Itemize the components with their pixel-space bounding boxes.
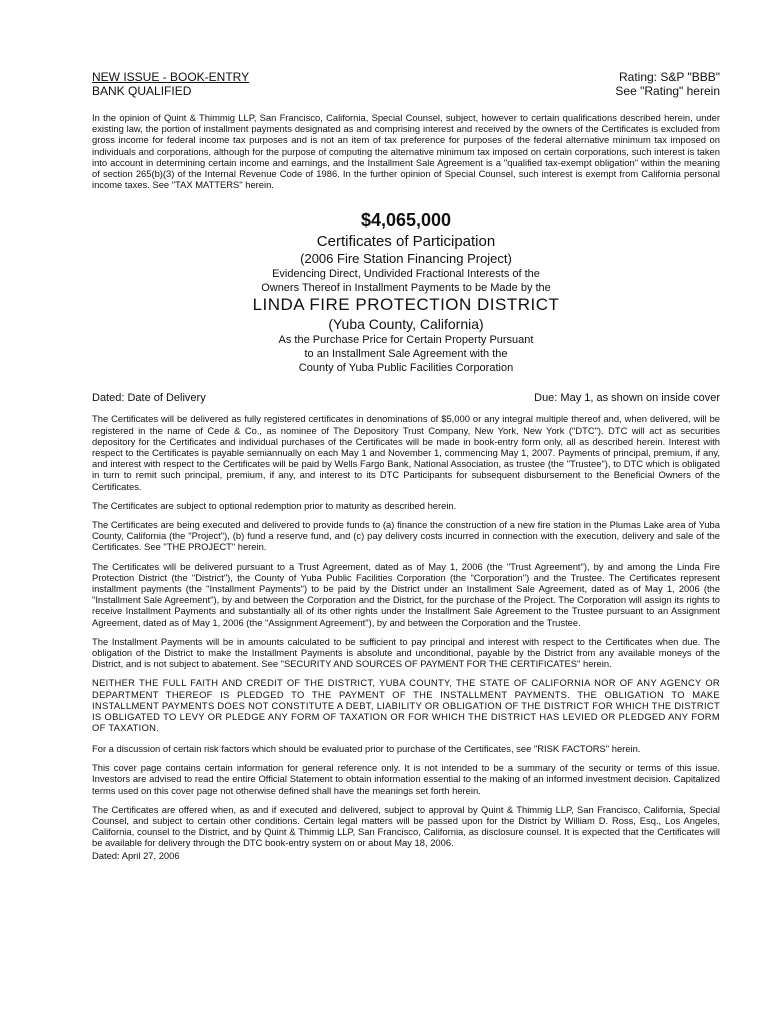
district-name: LINDA FIRE PROTECTION DISTRICT	[252, 295, 560, 315]
county-name: (Yuba County, California)	[328, 316, 484, 333]
header-row	[92, 70, 720, 98]
due-label: Due: May 1, as shown on inside cover	[534, 392, 720, 405]
purchase-line-1: As the Purchase Price for Certain Property Pursuant	[278, 334, 534, 347]
document-page	[92, 70, 720, 861]
evidencing-line-2: Owners Thereof in Installment Payments to be Made by the	[261, 282, 551, 295]
offering-paragraph: The Certificates are offered when, as and if executed and delivered, subject to approval by Quint & Thimmig LLP, San Francisco, California, Special Counsel, and subject to certain other conditions. Certain legal matters will be passed upon for the District by William D. Ross, Esq., Los Angeles, California, counsel to the District, and by Quint & Thimmig LLP, San Francisco, California, as disclosure counsel. It is expected that the Certificates will be available for delivery through the DTC book-entry system on or about May 18, 2006.	[92, 803, 720, 849]
installment-payments-paragraph: The Installment Payments will be in amounts calculated to be sufficient to pay principal and interest with respect to the Certificates when due. The obligation of the District to make the Installment Payments is absolute and unconditional, payable by the District from any available moneys of the District, and is not subject to abatement. See "SECURITY AND SOURCES OF PAYMENT FOR THE CERTIFICATES" herein.	[92, 635, 720, 670]
delivery-paragraph: The Certificates will be delivered as fully registered certificates in denominations of $5,000 or any integral multiple thereof and, when delivered, will be registered in the name of Cede & Co., as nominee of The Depository Trust Company, New York, New York ("DTC"). DTC will act as securities depository for the Certificates and individual purchases of the Certificates will be made in book-entry form only, all as described herein. Interest with respect to the Certificates is payable semiannually on each May 1 and November 1, commencing May 1, 2007. Payments of principal, premium, if any, and interest with respect to the Certificates will be paid by Wells Fargo Bank, National Association, as trustee (the "Trustee"), to DTC which is obligated in turn to remit such principal, premium, if any, and interest to its DTC Participants for subsequent disbursement to the Beneficial Owners of the Certificates.	[92, 413, 720, 492]
new-issue-label: NEW ISSUE - BOOK-ENTRY	[92, 70, 250, 84]
principal-amount: $4,065,000	[360, 210, 452, 231]
evidencing-line-1: Evidencing Direct, Undivided Fractional Interests of the	[272, 268, 540, 281]
redemption-paragraph: The Certificates are subject to optional redemption prior to maturity as described herein.	[92, 499, 457, 511]
limited-obligation-paragraph: NEITHER THE FULL FAITH AND CREDIT OF THE DISTRICT, YUBA COUNTY, THE STATE OF CALIFORNIA NOR OF ANY AGENCY OR DEPARTMENT THEREOF IS PLEDGED TO THE PAYMENT OF THE INSTALLMENT PAYMENTS. THE OBLIGATION TO MAKE INSTALLMENT PAYMENTS DOES NOT CONSTITUTE A DEBT, LIABILITY OR OBLIGATION OF THE DISTRICT FOR WHICH THE DISTRICT IS OBLIGATED TO LEVY OR PLEDGE ANY FORM OF TAXATION OR FOR WHICH THE DISTRICT HAS LEVIED OR PLEDGED ANY FORM OF TAXATION.	[92, 677, 720, 734]
issue-type	[92, 70, 249, 98]
trust-agreement-paragraph: The Certificates will be delivered pursuant to a Trust Agreement, dated as of May 1, 2006 (the "Trust Agreement"), by and among the Linda Fire Protection District (the "District"), the County of Yuba Public Facilities Corporation (the "Corporation") and the Trustee. The Certificates represent installment payments (the "Installment Payments") to be paid by the District under an Installment Sale Agreement, dated as of May 1, 2006 (the "Installment Sale Agreement"), by and between the Corporation and the District, for the purchase of the Project. The Corporation will assign its rights to receive Installment Payments and substantially all of its other rights under the Installment Sale Agreement to the Trustee pursuant to an Assignment Agreement, dated as of May 1, 2006 (the "Assignment Agreement"), by and between the Corporation and the Trustee.	[92, 560, 720, 628]
bank-qualified-label: BANK QUALIFIED	[92, 84, 192, 98]
document-date: Dated: April 27, 2006	[92, 849, 180, 861]
cover-page-paragraph: This cover page contains certain information for general reference only. It is not intended to be a summary of the security or terms of this issue. Investors are advised to read the entire Official Statement to obtain information essential to the making of an informed investment decision. Capitalized terms used on this cover page not otherwise defined shall have the meanings set forth herein.	[92, 762, 720, 796]
dated-label: Dated: Date of Delivery	[92, 392, 206, 405]
dated-due-row	[92, 391, 720, 405]
title-block	[92, 209, 720, 375]
purchase-line-3: County of Yuba Public Facilities Corporation	[298, 362, 514, 375]
risk-factors-paragraph: For a discussion of certain risk factors which should be evaluated prior to purchase of the Certificates, see "RISK FACTORS" herein.	[92, 742, 641, 754]
tax-opinion-paragraph: In the opinion of Quint & Thimmig LLP, San Francisco, California, Special Counsel, subject, however to certain qualifications described herein, under existing law, the portion of installment payments designated as and comprising interest and received by the owners of the Certificates is excluded from gross income for federal income tax purposes and is not an item of tax preference for purposes of the federal alternative minimum tax imposed on individuals and corporations, although for the purpose of computing the alternative minimum tax imposed on certain corporations, such interest is taken into account in determining certain income and earnings, and the Installment Sale Agreement is a "qualified tax-exempt obligation" within the meaning of section 265(b)(3) of the Internal Revenue Code of 1986. In the further opinion of Special Counsel, such interest is exempt from California personal income taxes. See "TAX MATTERS" herein.	[92, 112, 720, 191]
project-name: (2006 Fire Station Financing Project)	[300, 251, 512, 267]
purchase-line-2: to an Installment Sale Agreement with the	[304, 348, 508, 361]
rating-label: Rating: S&P "BBB"	[618, 70, 720, 84]
purpose-paragraph: The Certificates are being executed and delivered to provide funds to (a) finance the construction of a new fire station in the Plumas Lake area of Yuba County, California (the "Project"), (b) fund a reserve fund, and (c) pay delivery costs incurred in connection with the execution, delivery and sale of the Certificates. See "THE PROJECT" herein.	[92, 519, 720, 553]
rating-block	[615, 70, 720, 98]
certificates-title: Certificates of Participation	[316, 233, 496, 251]
rating-reference: See "Rating" herein	[615, 84, 720, 98]
